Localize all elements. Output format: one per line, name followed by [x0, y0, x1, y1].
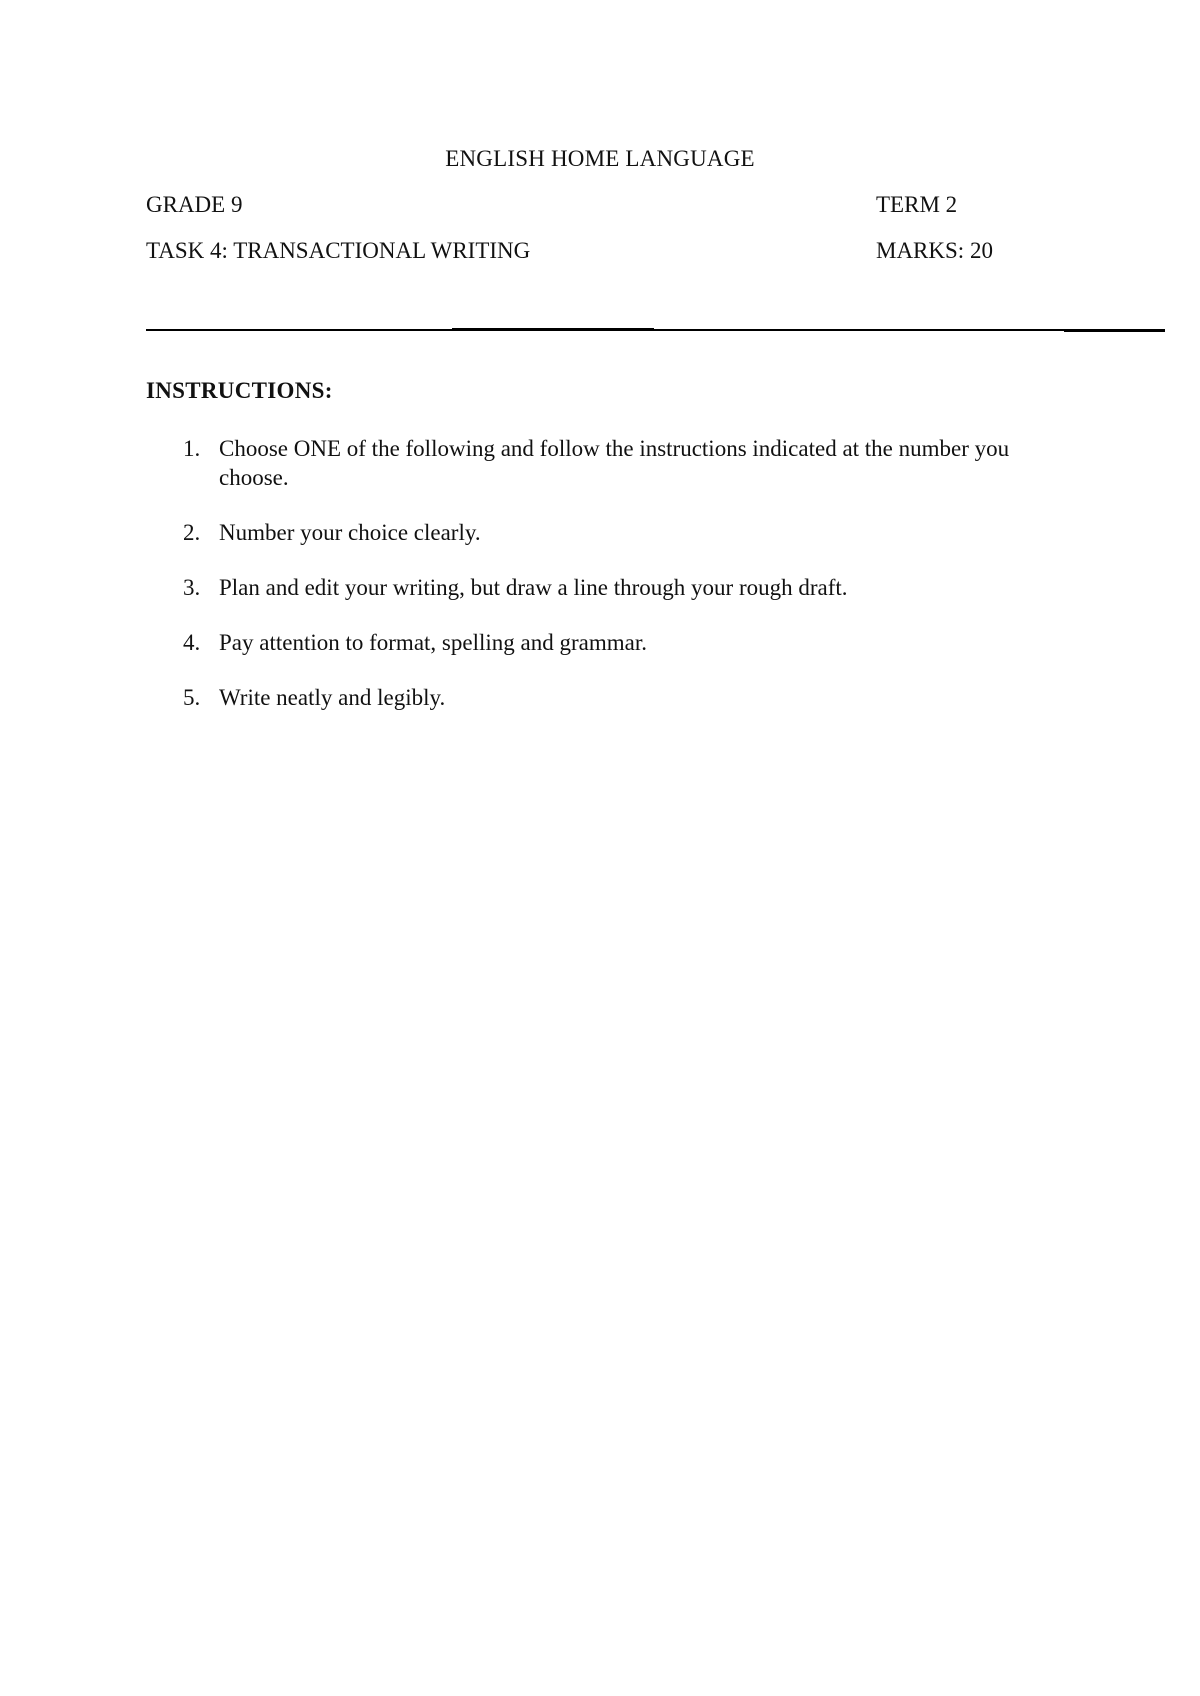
instruction-number: 1.: [183, 436, 201, 461]
instructions-list: [146, 434, 1066, 738]
instruction-text: Plan and edit your writing, but draw a line through your rough draft.: [219, 575, 848, 600]
document-title: ENGLISH HOME LANGUAGE: [445, 146, 755, 171]
instruction-text: Write neatly and legibly.: [219, 685, 446, 710]
instruction-item: [146, 628, 1066, 657]
instruction-text: Number your choice clearly.: [219, 520, 481, 545]
grade-label: GRADE 9: [146, 192, 243, 217]
task-label: TASK 4: TRANSACTIONAL WRITING: [146, 238, 531, 263]
horizontal-divider: [146, 329, 1165, 331]
divider-thick-segment: [1064, 329, 1165, 332]
instruction-number: 5.: [183, 685, 201, 710]
instruction-item: [146, 518, 1066, 547]
instruction-number: 4.: [183, 630, 201, 655]
marks-label: MARKS: 20: [876, 238, 993, 263]
instruction-text: Pay attention to format, spelling and grammar.: [219, 630, 647, 655]
instructions-heading: INSTRUCTIONS:: [146, 378, 333, 403]
instruction-item: [146, 434, 1066, 492]
instruction-item: [146, 573, 1066, 602]
term-label: TERM 2: [876, 192, 958, 217]
instruction-number: 3.: [183, 575, 201, 600]
divider-thick-segment: [452, 328, 654, 331]
instruction-number: 2.: [183, 520, 201, 545]
instruction-text: Choose ONE of the following and follow the instructions indicated at the number you choose.: [219, 436, 1010, 490]
instruction-item: [146, 683, 1066, 712]
